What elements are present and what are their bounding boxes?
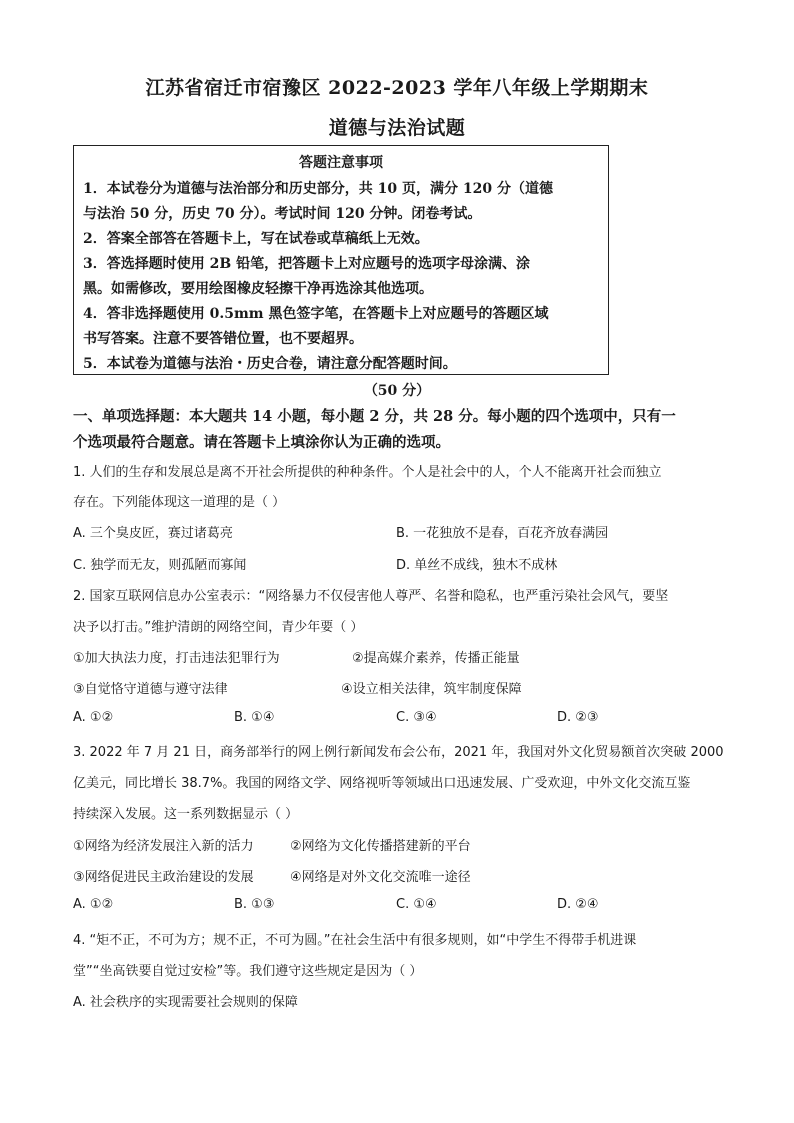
q2-option-a: A. ①②	[73, 710, 114, 725]
notice-line: 黑。如需修改，要用绘图橡皮轻擦干净再选涂其他选项。	[83, 281, 433, 297]
section-heading-cont: 个选项最符合题意。请在答题卡上填涂你认为正确的选项。	[73, 434, 450, 451]
q1-option-d: D. 单丝不成线，独木不成林	[396, 558, 558, 573]
q2-stem: 决予以打击。”维护清朗的网络空间，青少年要（ ）	[73, 620, 364, 635]
section-score: （50 分）	[363, 383, 431, 399]
q3-option-b: B. ①③	[234, 897, 275, 912]
q1-option-c: C. 独学而无友，则孤陋而寡闻	[73, 558, 247, 573]
notice-line: 3．答选择题时使用 2B 铅笔，把答题卡上对应题号的选项字母涂满、涂	[83, 256, 531, 272]
q2-stem: 2. 国家互联网信息办公室表示：“网络暴力不仅侵害他人尊严、名誉和隐私，也严重污染社会风气，要坚	[73, 589, 669, 604]
q3-option-a: A. ①②	[73, 897, 114, 912]
notice-line: 1．本试卷分为道德与法治部分和历史部分，共 10 页，满分 120 分（道德	[83, 181, 553, 197]
notice-line: 与法治 50 分，历史 70 分）。考试时间 120 分钟。闭卷考试。	[83, 206, 482, 222]
q3-stem: 亿美元，同比增长 38.7%。我国的网络文学、网络视听等领域出口迅速发展、广受欢迎，中外文化交流互鉴	[73, 776, 691, 791]
q3-statement-1: ①网络为经济发展注入新的活力	[73, 839, 254, 854]
q3-statement-4: ④网络是对外文化交流唯一途径	[290, 870, 471, 885]
q3-stem: 3. 2022 年 7 月 21 日，商务部举行的网上例行新闻发布会公布，2021 年，我国对外文化贸易额首次突破 2000	[73, 745, 724, 760]
q2-option-c: C. ③④	[396, 710, 437, 725]
q1-option-b: B. 一花独放不是春，百花齐放春满园	[396, 526, 609, 541]
q4-option-a: A. 社会秩序的实现需要社会规则的保障	[73, 995, 298, 1010]
q3-statement-2: ②网络为文化传播搭建新的平台	[290, 839, 471, 854]
q1-option-a: A. 三个臭皮匠，赛过诸葛亮	[73, 526, 233, 541]
q3-option-c: C. ①④	[396, 897, 437, 912]
q4-stem: 堂”“坐高铁要自觉过安检”等。我们遵守这些规定是因为（ ）	[73, 964, 423, 979]
notice-line: 书写答案。注意不要答错位置，也不要超界。	[83, 331, 363, 347]
notice-line: 5．本试卷为道德与法治・历史合卷，请注意分配答题时间。	[83, 356, 457, 372]
q3-stem: 持续深入发展。这一系列数据显示（ ）	[73, 807, 299, 822]
notice-line: 2．答案全部答在答题卡上，写在试卷或草稿纸上无效。	[83, 231, 429, 247]
notice-box	[73, 145, 609, 375]
notice-line: 4．答非选择题使用 0.5mm 黑色签字笔，在答题卡上对应题号的答题区域	[83, 306, 549, 322]
q2-statement-4: ④设立相关法律，筑牢制度保障	[341, 682, 522, 697]
q1-stem: 存在。下列能体现这一道理的是（ ）	[73, 495, 286, 510]
q4-stem: 4. “矩不正，不可为方；规不正，不可为圆。”在社会生活中有很多规则，如“中学生不得带手机进课	[73, 933, 637, 948]
q2-statement-2: ②提高媒介素养，传播正能量	[352, 651, 520, 666]
q3-option-d: D. ②④	[557, 897, 599, 912]
q1-stem: 1. 人们的生存和发展总是离不开社会所提供的种种条件。个人是社会中的人，个人不能离开社会而独立	[73, 465, 662, 480]
q2-statement-1: ①加大执法力度，打击违法犯罪行为	[73, 651, 280, 666]
q2-statement-3: ③自觉恪守道德与遵守法律	[73, 682, 228, 697]
q2-option-d: D. ②③	[557, 710, 599, 725]
q3-statement-3: ③网络促进民主政治建设的发展	[73, 870, 254, 885]
exam-subtitle: 道德与法治试题	[328, 117, 466, 139]
section-heading: 一、单项选择题：本大题共 14 小题，每小题 2 分，共 28 分。每小题的四个选项中，只有一	[73, 408, 676, 425]
exam-title: 江苏省宿迁市宿豫区 2022-2023 学年八年级上学期期末	[145, 77, 649, 99]
q2-option-b: B. ①④	[234, 710, 275, 725]
notice-heading: 答题注意事项	[299, 155, 383, 171]
